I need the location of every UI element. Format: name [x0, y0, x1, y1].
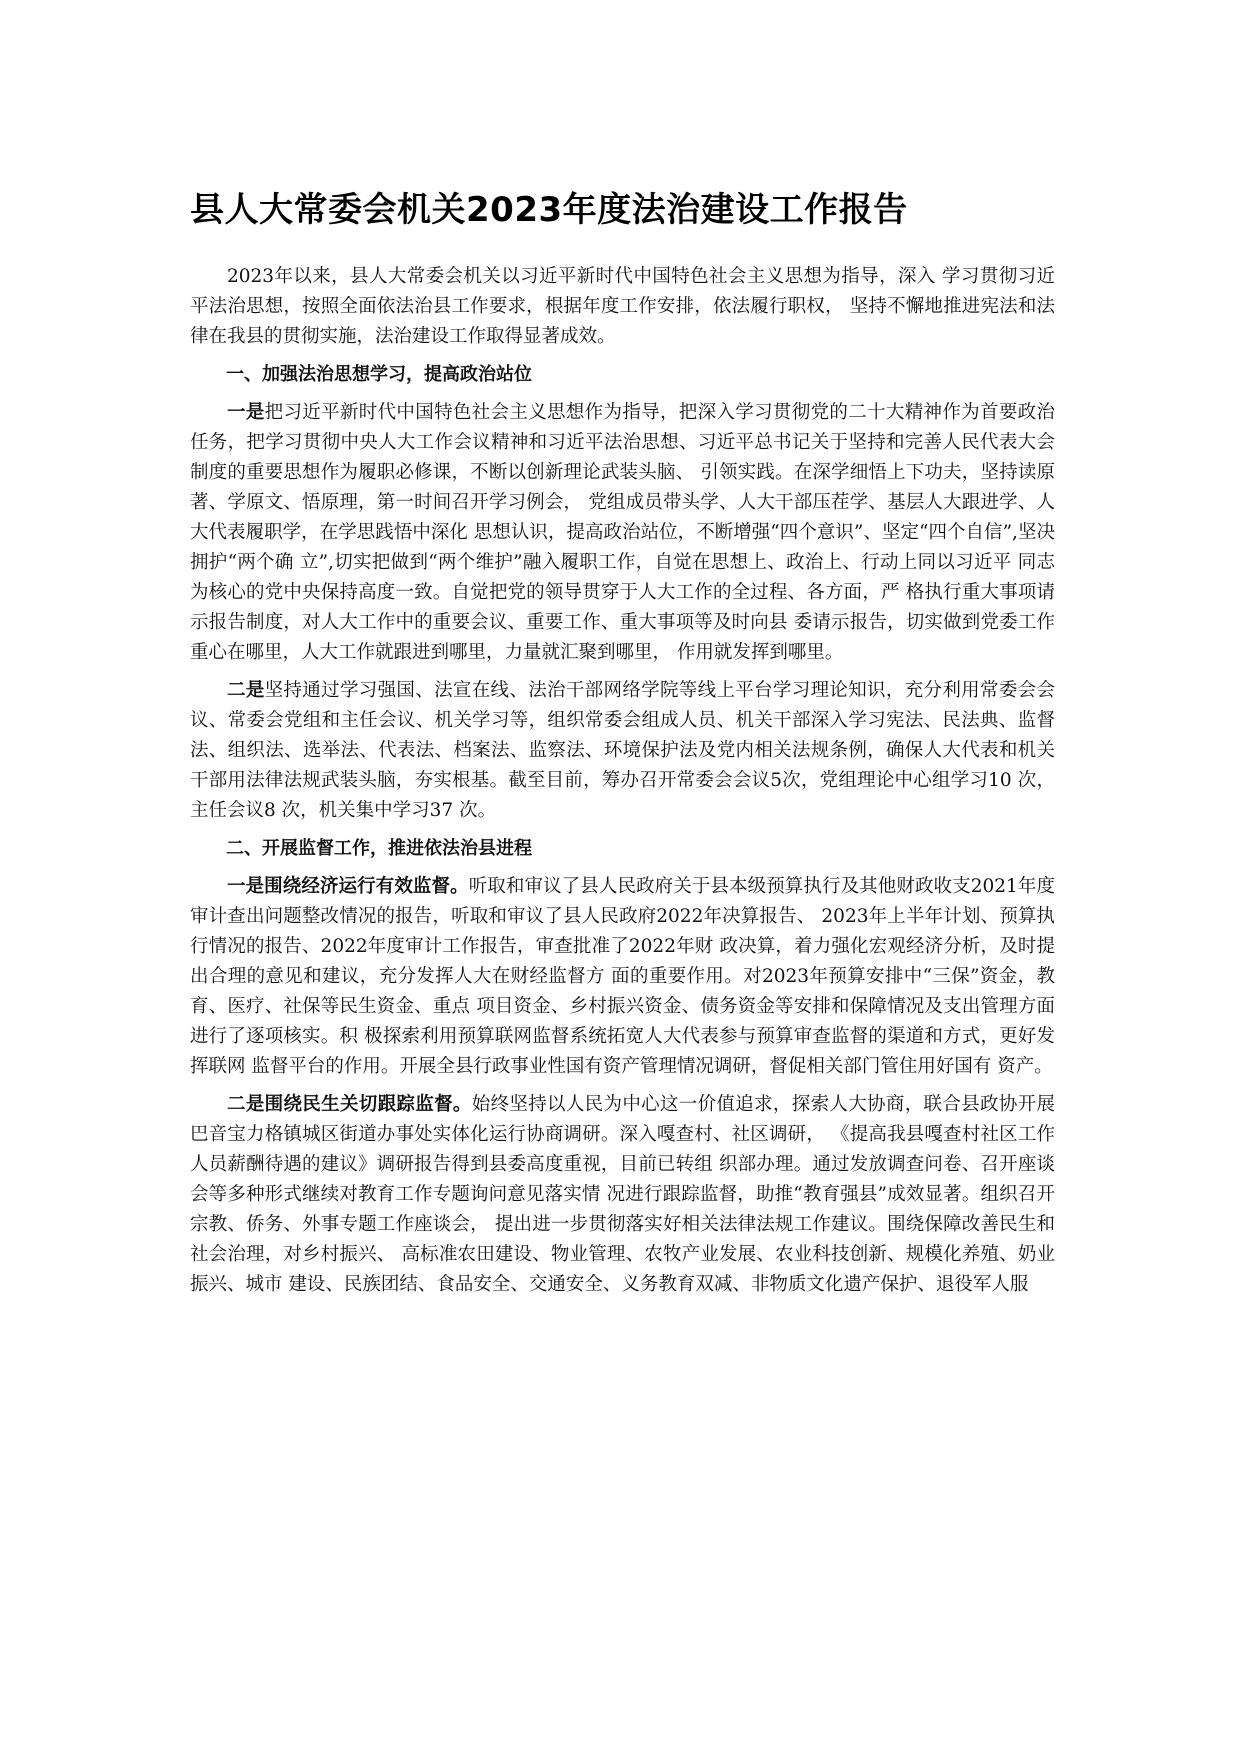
document-body	[190, 262, 1055, 1308]
section-2-paragraph-2	[190, 1090, 1055, 1300]
section-2-heading: 二、开展监督工作，推进依法治县进程	[226, 838, 532, 859]
section-1-paragraph-1-lead: 一是	[227, 402, 265, 423]
section-1-paragraph-2-lead: 二是	[227, 680, 265, 701]
section-1-paragraph-2-text: 坚持通过学习强国、法宣在线、法治干部网络学院等线上平台学习理论知识，充分利用常委会会议、常委会党组和主任会议、机关学习等，组织常委会组成人员、机关干部深入学习宪法、民法典、监督法、组织法、选举法、代表法、档案法、监察法、环境保护法及党内相关法规条例，确保人大代表和机关干部用法律法规武装头脑，夯实根基。截至目前，筹办召开常委会会议5次，党组理论中心组学习10 次，主任会议8 次，机关集中学习37 次。	[190, 680, 1055, 821]
section-2-paragraph-1-text: 听取和审议了县人民政府关于县本级预算执行及其他财政收支2021年度审计查出问题整改情况的报告，听取和审议了县人民政府2022年决算报告、 2023年上半年计划、预算执行情况的报告、2022年度审计工作报告，审查批准了2022年财 政决算，着力强化宏观经济分析，及时提出合理的意见和建议，充分发挥人大在财经监督方 面的重要作用。对2023年预算安排中“三保”资金，教育、医疗、社保等民生资金、重点 项目资金、乡村振兴资金、债务资金等安排和保障情况及支出管理方面进行了逐项核实。积 极探索利用预算联网监督系统拓宽人大代表参与预算审查监督的渠道和方式，更好发挥联网 监督平台的作用。开展全县行政事业性国有资产管理情况调研，督促相关部门管住用好国有 资产。	[190, 876, 1055, 1077]
document-title: 县人大常委会机关2023年度法治建设工作报告	[190, 190, 908, 230]
section-1-paragraph-1-text: 把习近平新时代中国特色社会主义思想作为指导，把深入学习贯彻党的二十大精神作为首要政治任务，把学习贯彻中央人大工作会议精神和习近平法治思想、习近平总书记关于坚持和完善人民代表大会制度的重要思想作为履职必修课，不断以创新理论武装头脑、 引领实践。在深学细悟上下功夫，坚持读原著、学原文、悟原理，第一时间召开学习例会， 党组成员带头学、人大干部压茬学、基层人大跟进学、人大代表履职学，在学思践悟中深化 思想认识，提高政治站位，不断增强“四个意识”、坚定“四个自信”,坚决拥护“两个确 立”,切实把做到“两个维护”融入履职工作，自觉在思想上、政治上、行动上同以习近平 同志为核心的党中央保持高度一致。自觉把党的领导贯穿于人大工作的全过程、各方面，严 格执行重大事项请示报告制度，对人大工作中的重要会议、重要工作、重大事项等及时向县 委请示报告，切实做到党委工作重心在哪里，人大工作就跟进到哪里，力量就汇聚到哪里， 作用就发挥到哪里。	[190, 402, 1055, 663]
section-1-paragraph-2	[190, 676, 1055, 826]
section-1-heading: 一、加强法治思想学习，提高政治站位	[226, 364, 532, 385]
section-2-paragraph-1	[190, 872, 1055, 1082]
section-1-paragraph-1	[190, 398, 1055, 668]
section-2-paragraph-2-text: 始终坚持以人民为中心这一价值追求，探索人大协商，联合县政协开展巴音宝力格镇城区街道办事处实体化运行协商调研。深入嘎查村、社区调研， 《提高我县嘎查村社区工作人员薪酬待遇的建议》调研报告得到县委高度重视，目前已转组 织部办理。通过发放调查问卷、召开座谈会等多种形式继续对教育工作专题询问意见落实情 况进行跟踪监督，助推“教育强县”成效显著。组织召开宗教、侨务、外事专题工作座谈会， 提出进一步贯彻落实好相关法律法规工作建议。围绕保障改善民生和社会治理，对乡村振兴、 高标准农田建设、物业管理、农牧产业发展、农业科技创新、规模化养殖、奶业振兴、城市 建设、民族团结、食品安全、交通安全、义务教育双减、非物质文化遗产保护、退役军人服	[190, 1094, 1055, 1295]
section-2-paragraph-1-lead: 一是围绕经济运行有效监督。	[227, 876, 469, 897]
section-2-paragraph-2-lead: 二是围绕民生关切跟踪监督。	[227, 1094, 472, 1115]
intro-paragraph: 2023年以来，县人大常委会机关以习近平新时代中国特色社会主义思想为指导，深入 学习贯彻习近平法治思想，按照全面依法治县工作要求，根据年度工作安排，依法履行职权， 坚持不懈地推进宪法和法律在我县的贯彻实施，法治建设工作取得显著成效。	[190, 266, 1055, 347]
